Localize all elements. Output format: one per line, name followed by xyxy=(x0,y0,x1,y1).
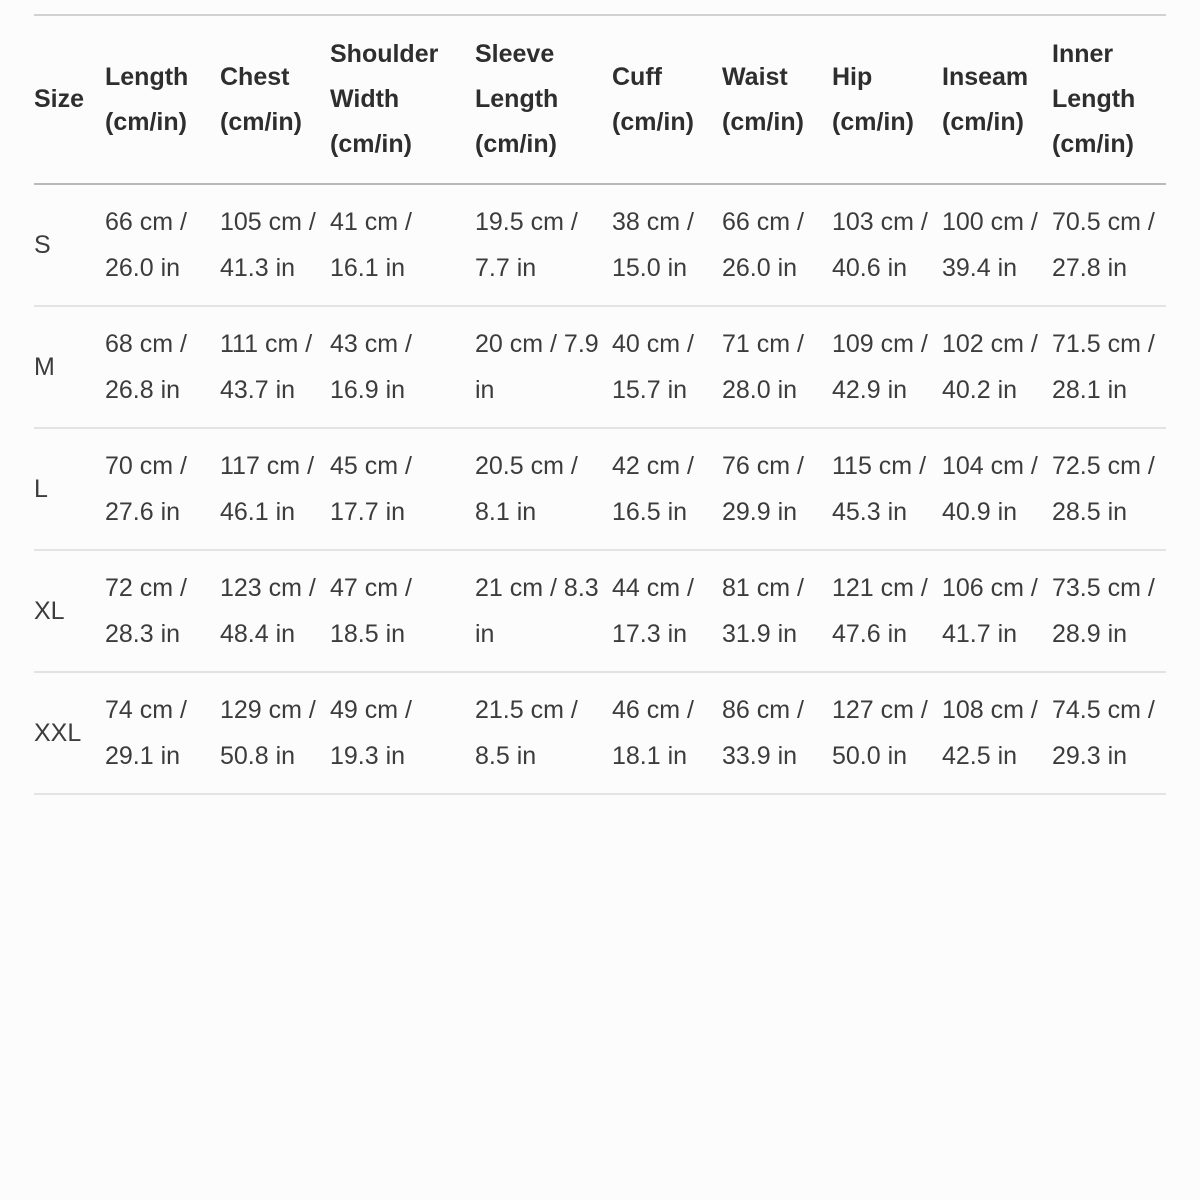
cell-inseam: 108 cm / 42.5 in xyxy=(942,696,1038,770)
table-row xyxy=(34,306,1166,428)
cell-shoulder-width: 45 cm / 17.7 in xyxy=(330,452,412,526)
cell-chest: 117 cm / 46.1 in xyxy=(220,452,315,526)
cell-waist: 66 cm / 26.0 in xyxy=(722,208,804,282)
cell-waist: 76 cm / 29.9 in xyxy=(722,452,804,526)
cell-sleeve-length: 21 cm / 8.3 in xyxy=(475,574,599,648)
cell-cuff: 38 cm / 15.0 in xyxy=(612,208,694,282)
cell-hip: 109 cm / 42.9 in xyxy=(832,330,928,404)
cell-cuff: 40 cm / 15.7 in xyxy=(612,330,694,404)
cell-chest: 105 cm / 41.3 in xyxy=(220,208,316,282)
cell-inner-length: 70.5 cm / 27.8 in xyxy=(1052,208,1155,282)
cell-waist: 81 cm / 31.9 in xyxy=(722,574,804,648)
cell-inner-length: 73.5 cm / 28.9 in xyxy=(1052,574,1155,648)
column-header-hip: Hip (cm/in) xyxy=(832,62,914,136)
cell-chest: 123 cm / 48.4 in xyxy=(220,574,316,648)
cell-sleeve-length: 20 cm / 7.9 in xyxy=(475,330,599,404)
cell-chest: 111 cm / 43.7 in xyxy=(220,330,313,404)
column-header-shoulder-width: Shoulder Width (cm/in) xyxy=(330,40,439,158)
table-row xyxy=(34,672,1166,794)
table-row xyxy=(34,428,1166,550)
cell-waist: 86 cm / 33.9 in xyxy=(722,696,804,770)
column-header-chest: Chest (cm/in) xyxy=(220,62,302,136)
cell-sleeve-length: 19.5 cm / 7.7 in xyxy=(475,208,578,282)
table-body xyxy=(34,184,1166,794)
cell-hip: 127 cm / 50.0 in xyxy=(832,696,928,770)
cell-length: 66 cm / 26.0 in xyxy=(105,208,187,282)
column-header-inseam: Inseam (cm/in) xyxy=(942,62,1029,136)
cell-length: 68 cm / 26.8 in xyxy=(105,330,187,404)
cell-inner-length: 74.5 cm / 29.3 in xyxy=(1052,696,1155,770)
column-header-length: Length (cm/in) xyxy=(105,62,189,136)
table-header xyxy=(34,15,1166,184)
cell-inner-length: 72.5 cm / 28.5 in xyxy=(1052,452,1155,526)
cell-size: L xyxy=(34,475,48,503)
cell-length: 74 cm / 29.1 in xyxy=(105,696,187,770)
cell-shoulder-width: 49 cm / 19.3 in xyxy=(330,696,412,770)
column-header-inner-length: Inner Length (cm/in) xyxy=(1052,40,1136,158)
table-row xyxy=(34,184,1166,306)
size-chart-table xyxy=(34,14,1166,795)
cell-hip: 115 cm / 45.3 in xyxy=(832,452,927,526)
cell-inseam: 106 cm / 41.7 in xyxy=(942,574,1038,648)
cell-cuff: 44 cm / 17.3 in xyxy=(612,574,694,648)
cell-waist: 71 cm / 28.0 in xyxy=(722,330,804,404)
table-header-row xyxy=(34,15,1166,184)
cell-size: S xyxy=(34,231,51,259)
cell-size: XL xyxy=(34,597,65,625)
cell-sleeve-length: 20.5 cm / 8.1 in xyxy=(475,452,578,526)
cell-inner-length: 71.5 cm / 28.1 in xyxy=(1052,330,1155,404)
cell-chest: 129 cm / 50.8 in xyxy=(220,696,316,770)
table-row xyxy=(34,550,1166,672)
cell-shoulder-width: 43 cm / 16.9 in xyxy=(330,330,412,404)
cell-shoulder-width: 47 cm / 18.5 in xyxy=(330,574,412,648)
column-header-size: Size xyxy=(34,85,85,113)
cell-shoulder-width: 41 cm / 16.1 in xyxy=(330,208,412,282)
cell-sleeve-length: 21.5 cm / 8.5 in xyxy=(475,696,578,770)
cell-inseam: 102 cm / 40.2 in xyxy=(942,330,1038,404)
column-header-sleeve-length: Sleeve Length (cm/in) xyxy=(475,40,559,158)
column-header-cuff: Cuff (cm/in) xyxy=(612,62,694,136)
cell-inseam: 100 cm / 39.4 in xyxy=(942,208,1038,282)
cell-cuff: 42 cm / 16.5 in xyxy=(612,452,694,526)
cell-length: 70 cm / 27.6 in xyxy=(105,452,187,526)
cell-length: 72 cm / 28.3 in xyxy=(105,574,187,648)
cell-hip: 121 cm / 47.6 in xyxy=(832,574,928,648)
cell-size: M xyxy=(34,353,55,381)
cell-hip: 103 cm / 40.6 in xyxy=(832,208,928,282)
size-chart-table-wrapper xyxy=(34,14,1166,795)
cell-size: XXL xyxy=(34,719,82,747)
cell-inseam: 104 cm / 40.9 in xyxy=(942,452,1038,526)
column-header-waist: Waist (cm/in) xyxy=(722,62,804,136)
cell-cuff: 46 cm / 18.1 in xyxy=(612,696,694,770)
